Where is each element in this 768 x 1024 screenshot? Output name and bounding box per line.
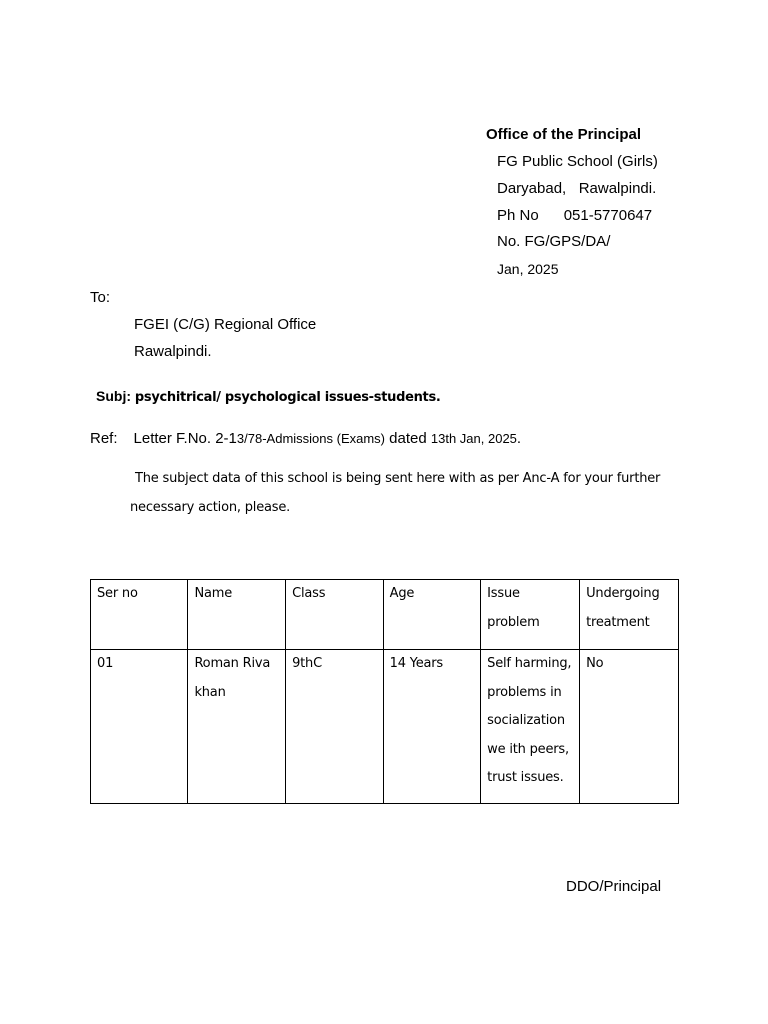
school-phone: Ph No 051-5770647 <box>497 207 653 224</box>
header-ser-no: Ser no <box>91 580 188 650</box>
recipient-line-1: FGEI (C/G) Regional Office <box>134 316 317 333</box>
cell-age: 14 Years <box>383 650 481 804</box>
header-issue-line-1: Issue <box>487 586 520 601</box>
cell-ser-no: 01 <box>91 650 188 804</box>
header-age: Age <box>383 580 481 650</box>
school-address: Daryabad, Rawalpindi. <box>497 180 657 197</box>
cell-class: 9thC <box>286 650 384 804</box>
cell-issue-line-1: Self harming, <box>487 656 572 671</box>
header-issue-line-2: problem <box>487 614 540 630</box>
cell-issue-line-3: socialization <box>487 713 565 728</box>
body-line-2: necessary action, please. <box>130 500 291 515</box>
reference-part-1: Letter F.No. 2-1 <box>133 430 237 447</box>
cell-issue-line-5: trust issues. <box>487 770 564 785</box>
table-row <box>91 650 679 804</box>
reference-part-4: dated <box>385 430 431 447</box>
to-label: To: <box>90 289 111 306</box>
subject-line <box>96 388 441 405</box>
header-treatment <box>580 580 679 650</box>
reference-line <box>90 430 521 447</box>
school-name: FG Public School (Girls) <box>497 153 658 170</box>
body-line-1: The subject data of this school is being sent here with as per Anc-A for your further <box>135 471 661 486</box>
reference-part-5: 13th Jan, 2025 <box>430 431 517 446</box>
cell-issue-line-4: we ith peers, <box>487 741 569 757</box>
subject-text: psychitrical/ psychological issues-students. <box>134 390 441 405</box>
cell-name-line-1: Roman Riva <box>194 656 271 671</box>
letter-ref-no: No. FG/GPS/DA/ <box>497 233 611 250</box>
students-table <box>90 579 679 804</box>
reference-part-2: 3/78- <box>236 431 267 446</box>
reference-part-6: . <box>516 430 522 447</box>
cell-name-line-2: khan <box>194 684 226 700</box>
reference-part-3: Admissions (Exams) <box>266 431 386 446</box>
subject-label: Subj: <box>96 388 131 404</box>
table-header-row <box>91 580 679 650</box>
header-class: Class <box>286 580 384 650</box>
signature-line: DDO/Principal <box>566 878 662 895</box>
cell-issue-line-2: problems in <box>487 684 562 700</box>
reference-label: Ref: <box>90 430 118 447</box>
letter-date: Jan, 2025 <box>497 261 559 277</box>
cell-name <box>188 650 286 804</box>
cell-issue <box>481 650 580 804</box>
header-name: Name <box>188 580 286 650</box>
cell-treatment: No <box>580 650 679 804</box>
header-treatment-line-2: treatment <box>586 614 650 630</box>
header-issue <box>481 580 580 650</box>
header-treatment-line-1: Undergoing <box>586 586 660 601</box>
recipient-line-2: Rawalpindi. <box>134 343 212 360</box>
office-title: Office of the Principal <box>486 126 642 143</box>
